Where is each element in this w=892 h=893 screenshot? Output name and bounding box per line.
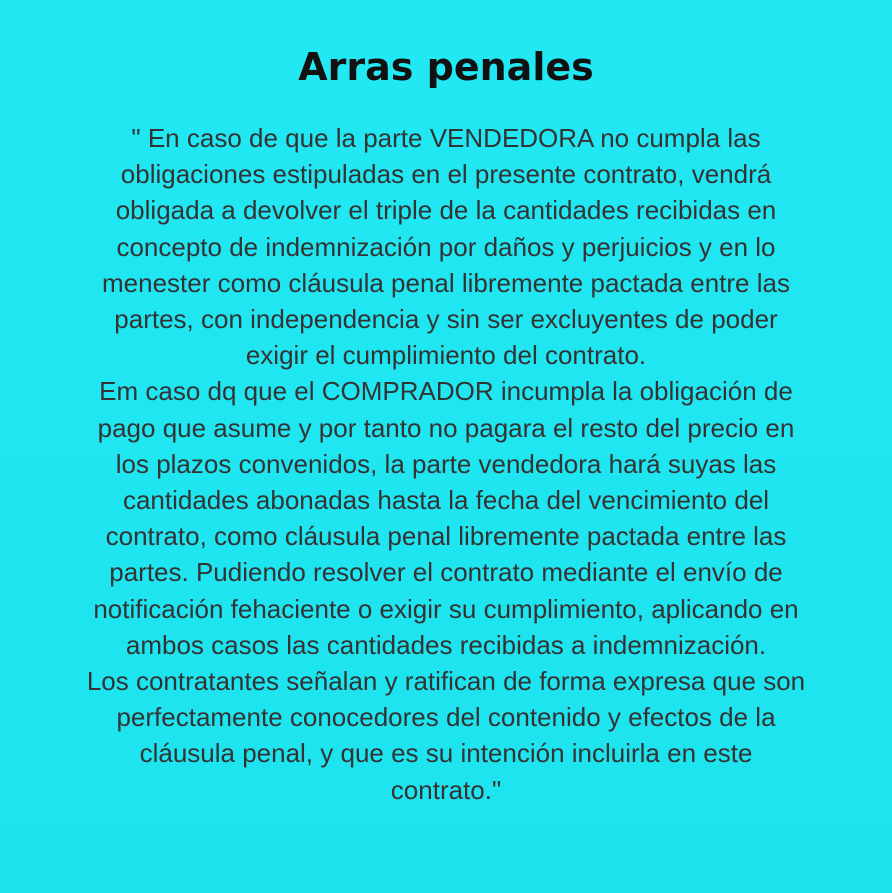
text-line: Los contratantes señalan y ratifican de forma expresa que son: [86, 666, 806, 697]
page-title: Arras penales: [298, 45, 594, 89]
text-line: cláusula penal, y que es su intención incluirla en este: [139, 738, 753, 769]
text-line: perfectamente conocedores del contenido y efectos de la: [116, 702, 776, 733]
text-line: ambos casos las cantidades recibidas a indemnización.: [125, 629, 767, 660]
text-line: contrato, como cláusula penal libremente pactada entre las: [105, 521, 787, 552]
text-line: Em caso dq que el COMPRADOR incumpla la obligación de: [99, 376, 793, 407]
text-line: contrato.": [390, 774, 502, 805]
text-line: cantidades abonadas hasta la fecha del vencimiento del: [122, 485, 770, 516]
text-line: partes. Pudiendo resolver el contrato mediante el envío de: [109, 557, 783, 588]
text-line: menester como cláusula penal libremente pactada entre las: [102, 267, 790, 298]
text-line: exigir el cumplimiento del contrato.: [245, 340, 647, 371]
text-line: obligaciones estipuladas en el presente contrato, vendrá: [120, 159, 772, 190]
contract-clause-text: [22, 120, 870, 808]
text-line: obligada a devolver el triple de la cantidades recibidas en: [115, 195, 777, 226]
text-line: pago que asume y por tanto no pagara el resto del precio en: [97, 412, 795, 443]
text-line: concepto de indemnización por daños y perjuicios y en lo: [116, 231, 776, 262]
text-line: " En caso de que la parte VENDEDORA no cumpla las: [131, 123, 761, 153]
text-line: partes, con independencia y sin ser excluyentes de poder: [114, 304, 778, 335]
text-line: notificación fehaciente o exigir su cumplimiento, aplicando en: [93, 593, 799, 624]
text-line: los plazos convenidos, la parte vendedora hará suyas las: [115, 448, 777, 479]
